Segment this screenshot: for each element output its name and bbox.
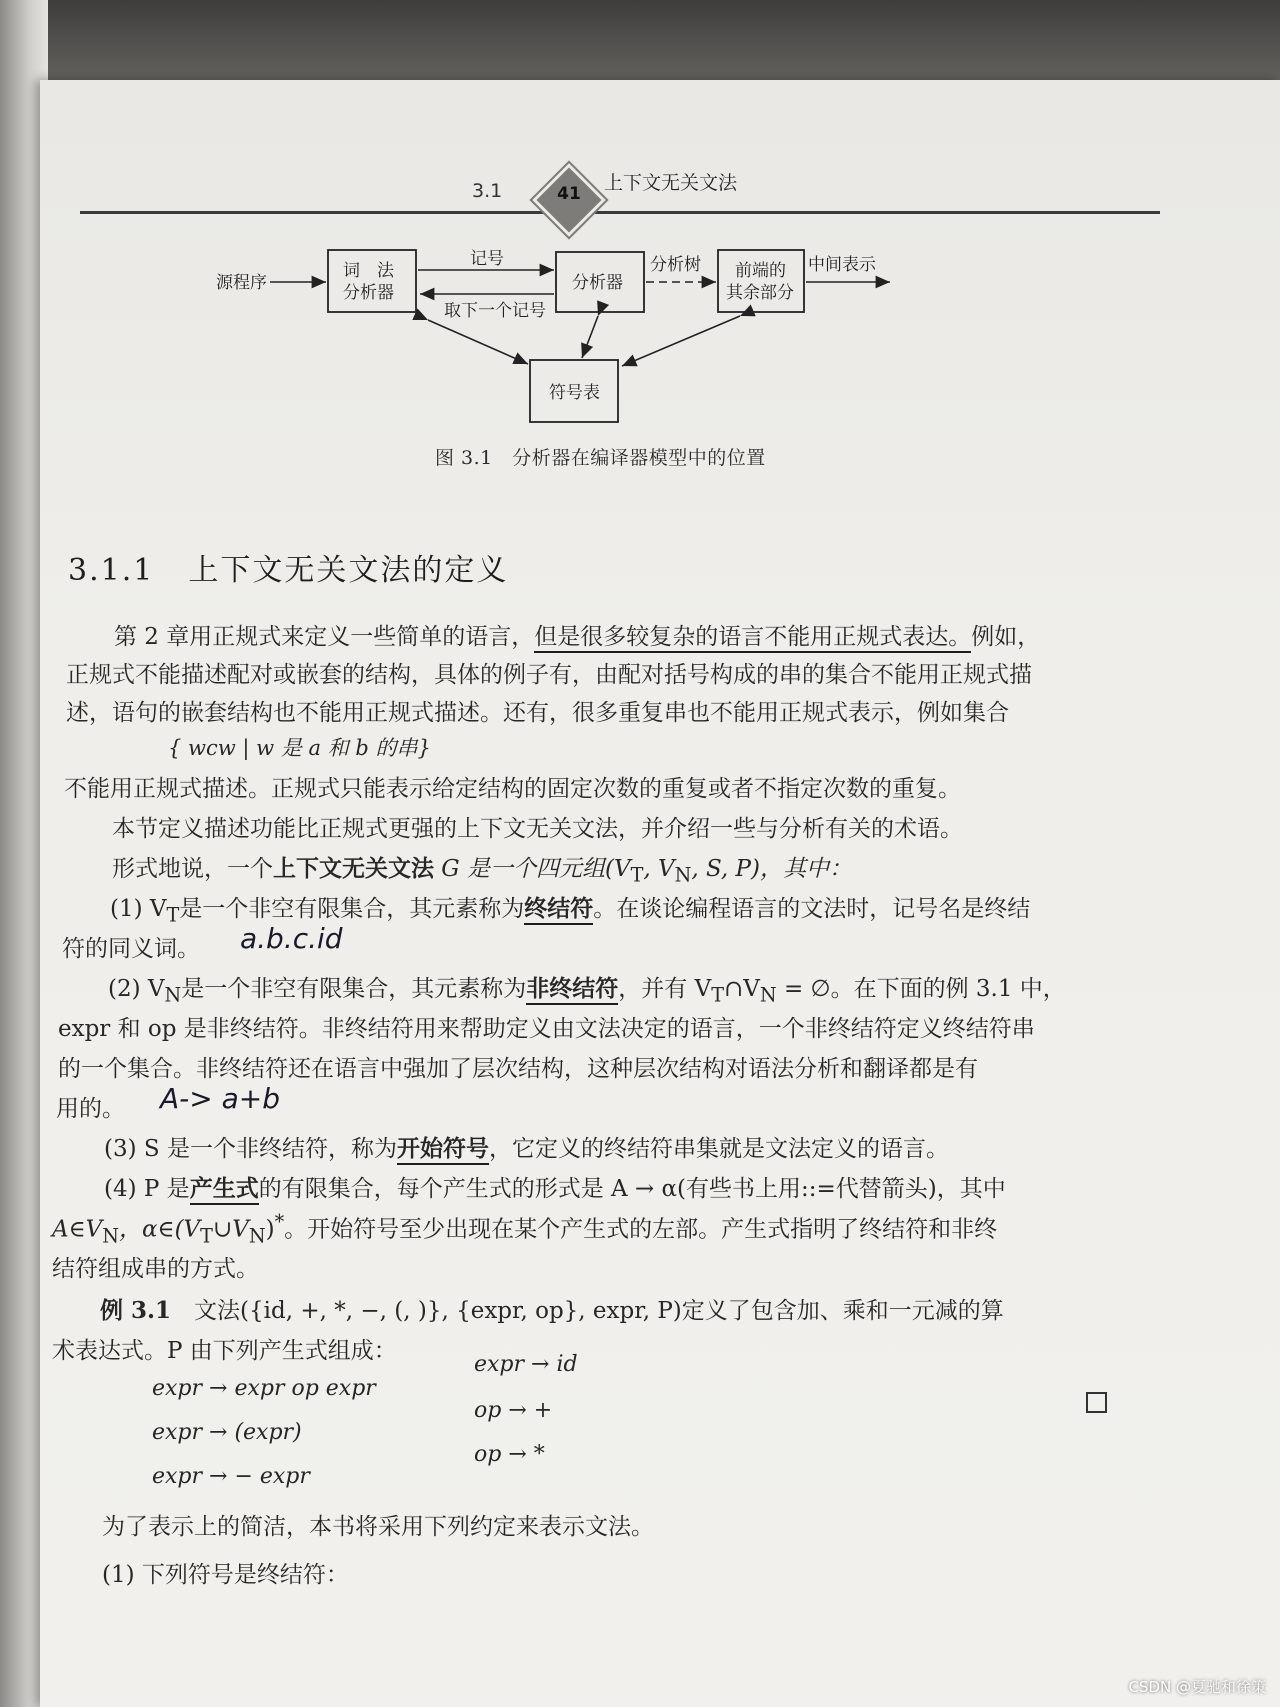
text-run: = ∅。在下面的例 3.1 中， [776, 976, 1066, 1002]
subscript: N [674, 863, 692, 887]
page-number: 41 [557, 184, 581, 204]
paragraph-line [112, 850, 852, 887]
paragraph-line: 术表达式。P 由下列产生式组成： [52, 1338, 397, 1364]
text-run: 形式地说，一个 [112, 856, 273, 882]
header-rule [80, 211, 1160, 214]
label-intermediate: 中间表示 [808, 255, 876, 275]
arrow-frontend-symtab [622, 316, 740, 366]
text-run: G 是一个四元组(V [434, 856, 631, 882]
text-run: (2) V [108, 976, 165, 1002]
bold-term: 非终结符 [526, 975, 618, 1005]
subscript: N [759, 983, 777, 1007]
section-heading [68, 545, 508, 589]
subscript: N [164, 983, 182, 1007]
text-run: 。开始符号至少出现在某个产生式的左部。产生式指明了终结符和非终 [284, 1216, 998, 1243]
superscript: * [274, 1210, 285, 1233]
example-line [100, 1292, 1004, 1325]
paragraph-line: 为了表示上的简洁，本书将采用下列约定来表示文法。 [102, 1514, 654, 1540]
bold-term: 产生式 [190, 1175, 259, 1205]
text-run: ，α∈(V [119, 1216, 201, 1243]
subscript: T [630, 863, 644, 887]
production-rule: op → + [474, 1398, 553, 1423]
node-frontend-line1: 前端的 [735, 261, 786, 281]
paragraph-line: 正规式不能描述配对或嵌套的结构，具体的例子有，由配对括号构成的串的集合不能用正规式描 [66, 662, 1032, 688]
text-run: 例如， [971, 624, 1041, 650]
paragraph-line: 述，语句的嵌套结构也不能用正规式描述。还有，很多重复串也不能用正规式表示，例如集合 [66, 700, 1009, 726]
example-label: 例 3.1 [100, 1297, 172, 1324]
label-parse-tree: 分析树 [650, 255, 701, 275]
list-item [104, 1130, 949, 1163]
production-rule: expr → id [474, 1352, 578, 1377]
header-chapter-title: 上下文无关文法 [604, 172, 738, 194]
paragraph-line: 结符组成串的方式。 [52, 1256, 259, 1282]
subscript: T [166, 903, 180, 927]
node-lexer-line2: 分析器 [343, 283, 394, 303]
paragraph-line [52, 1210, 997, 1247]
paragraph-line [114, 618, 1040, 651]
text-run: , V [643, 856, 675, 882]
handwritten-note: A-> a+b [160, 1082, 281, 1115]
end-of-example-box [1086, 1392, 1107, 1413]
text-run: (1) V [110, 896, 167, 922]
list-item [104, 1170, 1006, 1203]
section-title: 上下文无关文法的定义 [188, 553, 509, 588]
production-rule: expr → − expr [152, 1464, 310, 1489]
subscript: T [200, 1224, 213, 1248]
label-token: 记号 [470, 249, 504, 269]
text-run: ，并有 V [618, 976, 712, 1002]
production-rule: op → * [474, 1442, 545, 1467]
subscript: N [248, 1224, 266, 1248]
text-run: (3) S 是一个非终结符，称为 [104, 1136, 397, 1162]
subscript: N [102, 1224, 120, 1248]
label-next-token: 取下一个记号 [444, 301, 546, 321]
watermark: CSDN @夏驰和徐策 [1128, 1678, 1266, 1696]
text-run: (4) P 是 [104, 1176, 190, 1202]
text-run: ，它定义的终结符串集就是文法定义的语言。 [488, 1136, 949, 1162]
production-rule: expr → (expr) [152, 1420, 302, 1445]
arrow-lexer-symtab [428, 320, 528, 364]
text-run: A∈V [52, 1216, 103, 1243]
node-parser-label: 分析器 [572, 273, 623, 293]
text-run: 。在谈论编程语言的文法时，记号名是终结 [593, 896, 1031, 922]
figure-caption: 图 3.1 分析器在编译器模型中的位置 [435, 447, 766, 469]
node-lexer-line1: 词 法 [343, 261, 394, 281]
production-rule: expr → expr op expr [152, 1376, 376, 1401]
book-page [40, 80, 1280, 1707]
handwritten-note: a.b.c.id [240, 922, 343, 955]
bold-term: 开始符号 [397, 1135, 489, 1165]
text-run: 是一个非空有限集合，其元素称为 [179, 896, 525, 922]
header-section-number: 3.1 [472, 180, 503, 202]
parser-position-diagram [200, 240, 960, 440]
text-run: ∪V [212, 1216, 249, 1243]
underlined-text: 但是很多较复杂的语言不能用正规式表达。 [534, 624, 971, 653]
node-source-program: 源程序 [216, 273, 267, 293]
paragraph-line: 本节定义描述功能比正规式更强的上下文无关文法，并介绍一些与分析有关的术语。 [112, 816, 963, 842]
text-run: 的有限集合，每个产生式的形式是 A → α(有些书上用::=代替箭头)，其中 [258, 1176, 1006, 1202]
list-item [108, 970, 1066, 1007]
subscript: T [711, 983, 724, 1007]
paragraph-line: expr 和 op 是非终结符。非终结符用来帮助定义由文法决定的语言，一个非终结符定义终结符串 [58, 1016, 1035, 1042]
section-number: 3.1.1 [68, 553, 155, 588]
bold-term: 上下文无关文法 [273, 855, 434, 882]
text-run: 第 2 章用正规式来定义一些简单的语言， [114, 624, 535, 650]
arrow-parser-symtab [582, 316, 598, 358]
text-run: 是一个非空有限集合，其元素称为 [181, 976, 527, 1002]
paragraph-line: 符的同义词。 [62, 936, 200, 962]
paragraph-line: 用的。 [56, 1096, 125, 1122]
text-run: ∩V [723, 976, 760, 1002]
paragraph-line: 的一个集合。非终结符还在语言中强加了层次结构，这种层次结构对语法分析和翻译都是有 [58, 1056, 978, 1082]
paragraph-line: (1) 下列符号是终结符： [102, 1562, 349, 1588]
text-run: ) [265, 1216, 275, 1243]
node-frontend-line2: 其余部分 [726, 283, 794, 303]
text-run: , S, P)，其中： [691, 856, 852, 882]
set-expression: { wcw | w 是 a 和 b 的串} [168, 736, 431, 760]
bold-term: 终结符 [524, 895, 593, 925]
paragraph-line: 不能用正规式描述。正规式只能表示给定结构的固定次数的重复或者不指定次数的重复。 [64, 776, 961, 802]
text-run: 文法({id, +, *, −, (, )}, {expr, op}, expr, P)定义了包含加、乘和一元减的算 [171, 1298, 1004, 1324]
node-symbol-table-label: 符号表 [549, 383, 600, 403]
